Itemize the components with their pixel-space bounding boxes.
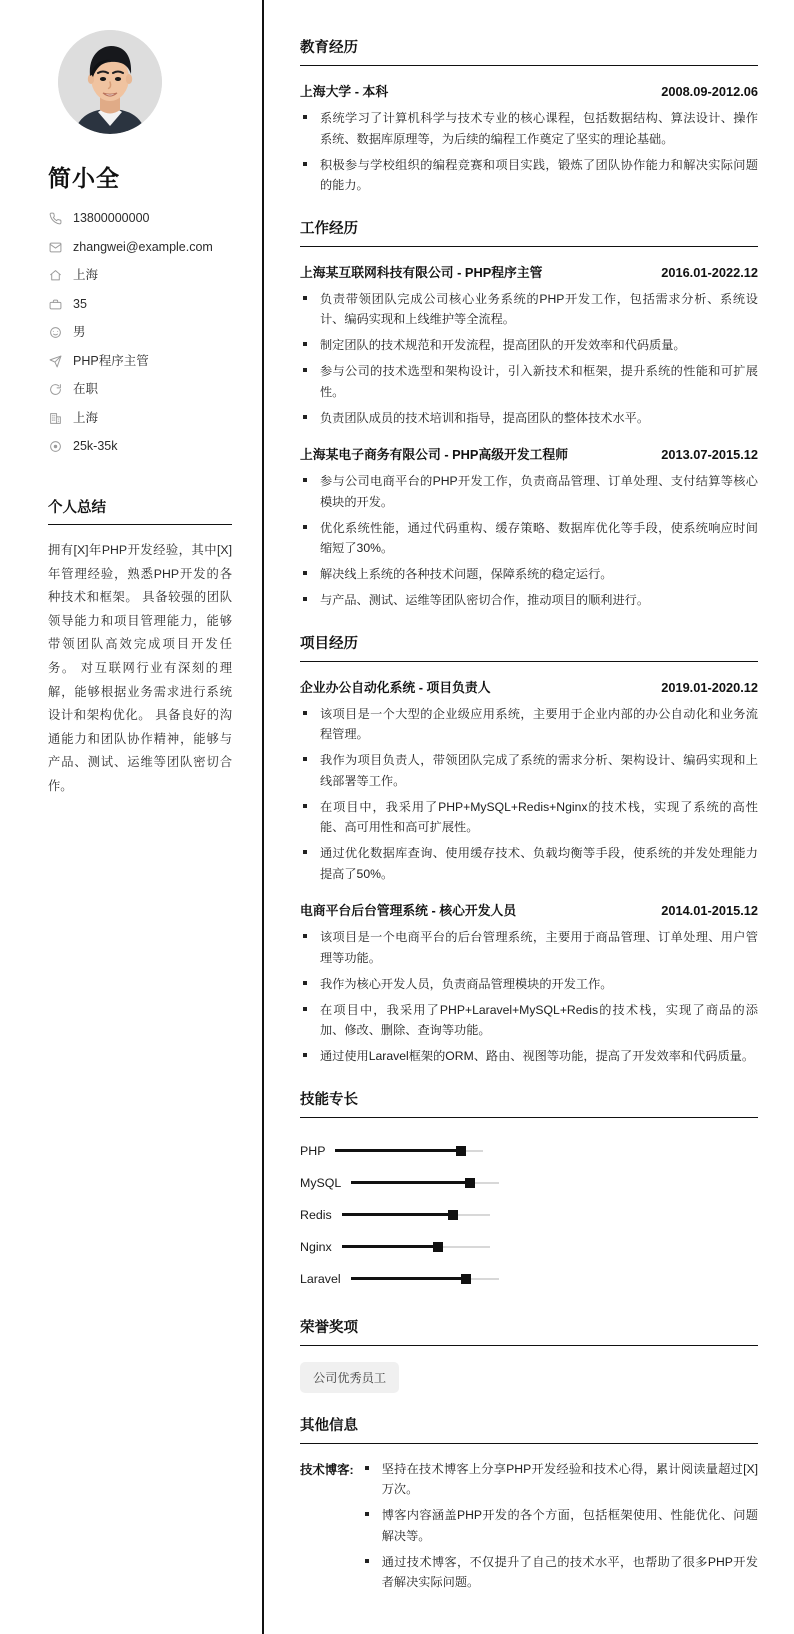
contact-email-value: zhangwei@example.com [73, 239, 213, 254]
summary-section [48, 496, 232, 799]
bullet-item: 我作为核心开发人员，负责商品管理模块的开发工作。 [300, 974, 758, 995]
entry-title: 企业办公自动化系统 - 项目负责人 [300, 679, 491, 695]
skill-track-fill [342, 1213, 453, 1216]
bullet-item: 该项目是一个大型的企业级应用系统，主要用于企业内部的办公自动化和业务流程管理。 [300, 704, 758, 745]
skill-slider[interactable] [351, 1273, 499, 1285]
page-title: 简小全 [48, 165, 120, 191]
home-icon [48, 268, 63, 283]
sidebar [0, 0, 264, 1634]
contact-phone-value: 13800000000 [73, 211, 150, 225]
entry-title: 上海某电子商务有限公司 - PHP高级开发工程师 [300, 447, 569, 462]
bullet-item: 通过优化数据库查询、使用缓存技术、负载均衡等手段，使系统的并发处理能力提高了50%。 [300, 843, 758, 884]
education-heading: 教育经历 [300, 36, 758, 66]
entry-header [300, 900, 758, 919]
contact-workplace [48, 411, 232, 426]
contact-position-value: PHP程序主管 [73, 353, 149, 368]
entry-date: 2014.01-2015.12 [661, 903, 758, 918]
entry [300, 262, 758, 429]
bullet-item: 与产品、测试、运维等团队密切合作，推动项目的顺利进行。 [300, 590, 758, 611]
entry-title: 上海某互联网科技有限公司 - PHP程序主管 [300, 264, 543, 280]
target-icon [48, 439, 63, 454]
bullet-item: 在项目中，我采用了PHP+Laravel+MySQL+Redis的技术栈，实现了商品的添加、修改、删除、查询等功能。 [300, 1000, 758, 1041]
skill-slider[interactable] [342, 1209, 490, 1221]
entry-header [300, 444, 758, 463]
contact-position [48, 354, 232, 369]
entry-header [300, 262, 758, 281]
honor-tag: 公司优秀员工 [300, 1362, 399, 1393]
contact-salary [48, 439, 232, 454]
work-entries [300, 262, 758, 611]
other-heading: 其他信息 [300, 1414, 758, 1444]
bullet-item: 坚持在技术博客上分享PHP开发经验和技术心得，累计阅读量超过[X]万次。 [362, 1459, 758, 1500]
phone-icon [48, 211, 63, 226]
bullet-item: 系统学习了计算机科学与技术专业的核心课程，包括数据结构、算法设计、操作系统、数据库原理等，为后续的编程工作奠定了坚实的理论基础。 [300, 108, 758, 149]
bullet-item: 参与公司的技术选型和架构设计，引入新技术和框架，提升系统的性能和可扩展性。 [300, 361, 758, 402]
contact-status [48, 382, 232, 397]
briefcase-icon [48, 297, 63, 312]
skill-name: Redis [300, 1207, 332, 1222]
bullet-item: 积极参与学校组织的编程竞赛和项目实践，锻炼了团队协作能力和解决实际问题的能力。 [300, 155, 758, 196]
bullet-item: 负责团队成员的技术培训和指导，提高团队的整体技术水平。 [300, 408, 758, 429]
skills-heading: 技能专长 [300, 1088, 758, 1118]
bullet-item: 该项目是一个电商平台的后台管理系统，主要用于商品管理、订单处理、用户管理等功能。 [300, 927, 758, 968]
contact-gender-value: 男 [73, 325, 86, 339]
envelope-icon [48, 240, 63, 255]
bullet-item: 解决线上系统的各种技术问题，保障系统的稳定运行。 [300, 564, 758, 585]
entry-title: 电商平台后台管理系统 - 核心开发人员 [300, 903, 517, 918]
bullet-list [300, 289, 758, 429]
other-section [300, 1414, 758, 1593]
bullet-item: 负责带领团队完成公司核心业务系统的PHP开发工作，包括需求分析、系统设计、编码实现和上线维护等全流程。 [300, 289, 758, 330]
skill-slider-thumb[interactable] [461, 1274, 471, 1284]
contact-phone [48, 211, 232, 226]
entry [300, 444, 758, 611]
contact-salary-value: 25k-35k [73, 439, 118, 453]
bullet-item: 我作为项目负责人，带领团队完成了系统的需求分析、架构设计、编码实现和上线部署等工作。 [300, 750, 758, 791]
skill-track-fill [342, 1245, 438, 1248]
skill-name: MySQL [300, 1175, 342, 1190]
skill-row [300, 1135, 758, 1167]
honor-tags [300, 1361, 758, 1393]
avatar [58, 30, 162, 134]
skill-row [300, 1231, 758, 1263]
bullet-list [300, 108, 758, 196]
face-icon [48, 325, 63, 340]
work-heading: 工作经历 [300, 217, 758, 247]
entry-date: 2013.07-2015.12 [661, 447, 758, 462]
honors-section [300, 1316, 758, 1393]
contact-location [48, 268, 232, 283]
contact-gender [48, 325, 232, 340]
skill-track-fill [335, 1149, 461, 1152]
entry-title: 上海大学 - 本科 [300, 84, 389, 99]
skill-row [300, 1167, 758, 1199]
honors-heading: 荣誉奖项 [300, 1316, 758, 1346]
skill-slider-thumb[interactable] [465, 1178, 475, 1188]
skill-slider-thumb[interactable] [433, 1242, 443, 1252]
contact-status-value: 在职 [73, 382, 99, 396]
skill-name: PHP [300, 1143, 326, 1158]
bullet-item: 制定团队的技术规范和开发流程，提高团队的开发效率和代码质量。 [300, 335, 758, 356]
skill-slider-thumb[interactable] [448, 1210, 458, 1220]
projects-section [300, 632, 758, 1067]
summary-text: 拥有[X]年PHP开发经验，其中[X]年管理经验，熟悉PHP开发的各种技术和框架。 具备较强的团队领导能力和项目管理能力，能够带领团队高效完成项目开发任务。 对互联网行业有深刻的理解，能够根据业务需求进行系统设计和架构优化。 具备良好的沟通能力和团队协作精神，能够与产品、测试、运维等团队密切合作。 [48, 543, 232, 794]
bullet-item: 博客内容涵盖PHP开发的各个方面，包括框架使用、性能优化、问题解决等。 [362, 1505, 758, 1546]
contact-list [48, 211, 232, 454]
bullet-list [300, 927, 758, 1067]
entry-header [300, 81, 758, 100]
work-section [300, 217, 758, 611]
bullet-item: 参与公司电商平台的PHP开发工作，负责商品管理、订单处理、支付结算等核心模块的开发。 [300, 471, 758, 512]
skill-name: Laravel [300, 1271, 341, 1286]
bullet-item: 优化系统性能，通过代码重构、缓存策略、数据库优化等手段，使系统响应时间缩短了30%。 [300, 518, 758, 559]
skill-row [300, 1199, 758, 1231]
contact-location-value: 上海 [73, 268, 99, 282]
entry [300, 81, 758, 196]
entry [300, 900, 758, 1067]
bullet-list [300, 704, 758, 885]
skill-list [300, 1133, 758, 1295]
skill-row [300, 1263, 758, 1295]
contact-age [48, 297, 232, 312]
bullet-item: 通过技术博客，不仅提升了自己的技术水平，也帮助了很多PHP开发者解决实际问题。 [362, 1552, 758, 1593]
education-section [300, 36, 758, 196]
skills-section [300, 1088, 758, 1295]
entry-date: 2016.01-2022.12 [661, 264, 758, 280]
skill-slider-thumb[interactable] [456, 1146, 466, 1156]
skill-track-fill [351, 1181, 469, 1184]
other-info-label: 技术博客: [300, 1462, 354, 1477]
skill-slider[interactable] [342, 1241, 490, 1253]
other-groups [300, 1459, 758, 1593]
summary-heading: 个人总结 [48, 496, 232, 525]
send-icon [48, 354, 63, 369]
contact-workplace-value: 上海 [73, 410, 99, 425]
building-icon [48, 411, 63, 426]
entry-date: 2008.09-2012.06 [661, 84, 758, 99]
entry-header [300, 677, 758, 696]
other-info-bullets [362, 1459, 758, 1593]
contact-email [48, 240, 232, 255]
bullet-item: 通过使用Laravel框架的ORM、路由、视图等功能，提高了开发效率和代码质量。 [300, 1046, 758, 1067]
skill-slider[interactable] [335, 1145, 483, 1157]
education-entries [300, 81, 758, 196]
main-column [264, 0, 794, 1634]
skill-name: Nginx [300, 1239, 332, 1254]
entry [300, 677, 758, 885]
skill-slider[interactable] [351, 1177, 499, 1189]
contact-age-value: 35 [73, 296, 87, 311]
bullet-list [300, 471, 758, 611]
refresh-icon [48, 382, 63, 397]
bullet-item: 在项目中，我采用了PHP+MySQL+Redis+Nginx的技术栈，实现了系统的高性能、高可用性和高可扩展性。 [300, 797, 758, 838]
other-info-row [300, 1459, 758, 1593]
skill-track-fill [351, 1277, 466, 1280]
entry-date: 2019.01-2020.12 [661, 679, 758, 695]
project-entries [300, 677, 758, 1067]
projects-heading: 项目经历 [300, 632, 758, 662]
